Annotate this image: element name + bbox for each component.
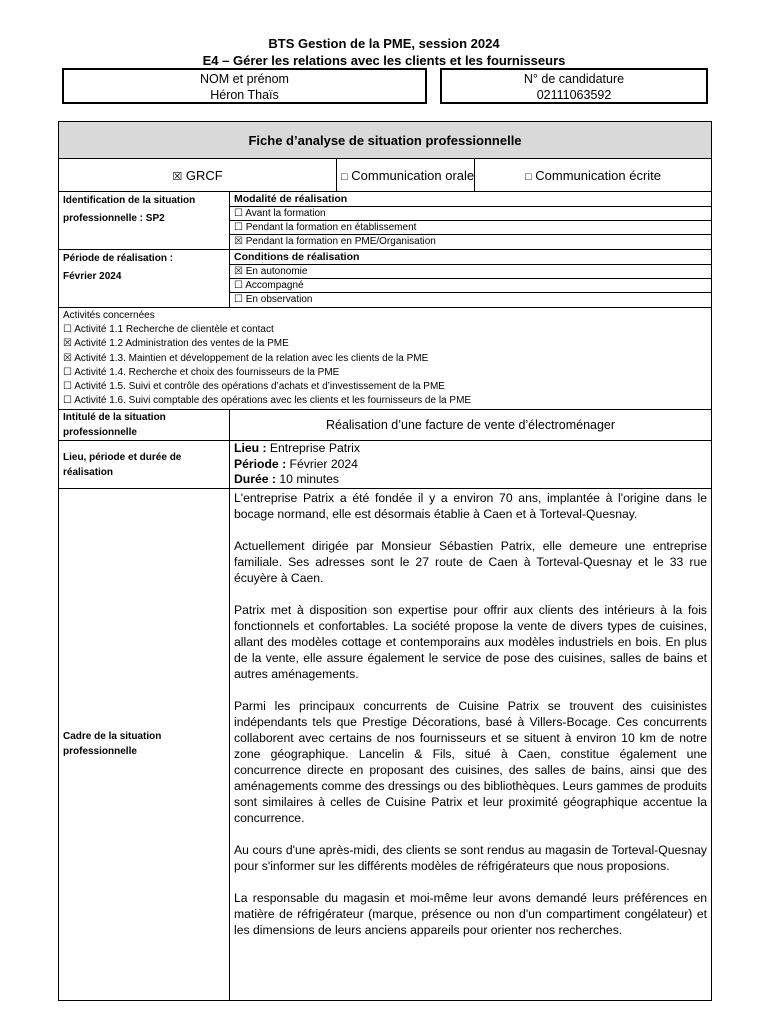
candidate-number-box <box>440 68 708 104</box>
modalite-option[interactable] <box>230 234 711 248</box>
document-title: BTS Gestion de la PME, session 2024 <box>268 36 500 51</box>
cadre-text-cell <box>230 488 712 1000</box>
activite-item[interactable] <box>63 352 707 366</box>
cadre-paragraph: Actuellement dirigée par Monsieur Sébastien Patrix, elle demeure une entreprise familiale. Ses adresses sont le 27 route de Caen à Torteval-Quesnay et le 33 rue écuyère à Caen. <box>234 538 708 585</box>
activite-checkbox[interactable]: ☐ <box>63 395 72 407</box>
cadre-paragraph: L'entreprise Patrix a été fondée il y a environ 70 ans, implantée à l'origine dans le bocage normand, elle est désormais établie à Caen et à Torteval-Quesnay. <box>234 490 708 521</box>
option-grcf-checkbox[interactable]: ☒ <box>172 170 183 183</box>
option-communication-orale[interactable] <box>337 159 475 192</box>
condition-checkbox[interactable]: ☐ <box>234 280 243 291</box>
activites-cell <box>59 308 712 410</box>
option-orale-checkbox[interactable]: □ <box>341 170 348 183</box>
modalite-label: Pendant la formation en établissement <box>245 222 417 233</box>
activites-title: Activités concernées <box>63 310 155 321</box>
document-subtitle: E4 – Gérer les relations avec les clients et les fournisseurs <box>202 53 566 68</box>
activite-item[interactable] <box>63 337 707 351</box>
modalite-label: Pendant la formation en PME/Organisation <box>245 236 436 247</box>
activite-label: Activité 1.3. Maintien et développement de la relation avec les clients de la PME <box>74 352 429 364</box>
lieu-label-1: Lieu, période et durée de <box>63 451 182 463</box>
activite-label: Activité 1.2 Administration des ventes de la PME <box>74 338 289 350</box>
identification-label-2: professionnelle : SP2 <box>63 213 165 224</box>
intitule-label-1: Intitulé de la situation <box>63 412 166 424</box>
candidate-number-label: N° de candidature <box>523 72 625 86</box>
condition-label: Accompagné <box>245 280 304 291</box>
candidate-number-value: 02111063592 <box>536 88 612 102</box>
activite-label: Activité 1.5. Suivi et contrôle des opérations d’achats et d’investissement de la PME <box>74 381 445 393</box>
condition-label: En observation <box>245 294 313 305</box>
condition-option[interactable] <box>230 264 711 278</box>
condition-label: En autonomie <box>245 266 308 277</box>
analysis-form <box>58 121 712 1001</box>
periode-label-2: Février 2024 <box>63 271 122 282</box>
conditions-title: Conditions de réalisation <box>234 251 360 263</box>
periode-label-cell <box>59 250 230 308</box>
identification-label-cell <box>59 192 230 250</box>
condition-option[interactable] <box>230 292 711 306</box>
modalite-label: Avant la formation <box>245 208 326 219</box>
cadre-label-1: Cadre de la situation <box>63 731 162 743</box>
intitule-label-cell <box>59 410 230 441</box>
cadre-paragraph: La responsable du magasin et moi-même leur avons demandé leurs préférences en matière de réfrigérateur (marque, présence ou non d'un compartiment congélateur) et les dimensions de leurs anciens appareils pour orienter nos recherches. <box>234 890 708 937</box>
option-grcf[interactable] <box>59 159 337 192</box>
option-orale-label: Communication orale <box>351 167 475 183</box>
modalite-cell <box>230 192 712 250</box>
modalite-title: Modalité de réalisation <box>234 193 348 205</box>
periode-label-1: Période de réalisation : <box>63 253 174 264</box>
identification-label-1: Identification de la situation <box>63 195 196 206</box>
candidate-name-label: NOM et prénom <box>200 72 289 86</box>
activite-label: Activité 1.4. Recherche et choix des fournisseurs de la PME <box>74 366 340 378</box>
duree-key: Durée : <box>234 472 276 487</box>
lieu-label-2: réalisation <box>63 466 114 478</box>
activite-checkbox[interactable]: ☐ <box>63 324 72 336</box>
periode-key: Période : <box>234 456 287 471</box>
activite-item[interactable] <box>63 394 707 408</box>
cadre-paragraph: Parmi les principaux concurrents de Cuisine Patrix se trouvent des cuisinistes indépendants tels que Prestige Décorations, basé à Villers-Bocage. Ces concurrents collaborent avec certains de nos fournisseurs et se situent à environ 10 km de notre zone géographique. Lancelin & Fils, situé à Caen, constitue également une concurrence directe en proposant des cuisines, des salles de bains, ainsi que des aménagements comme des dressings ou des bibliothèques. Leurs gammes de produits sont similaires à celles de Cuisine Patrix et leur proximité géographique accentue la concurrence. <box>234 698 708 825</box>
activite-checkbox[interactable]: ☐ <box>63 366 72 378</box>
condition-checkbox[interactable]: ☐ <box>234 294 243 305</box>
option-grcf-label: GRCF <box>185 167 223 183</box>
modalite-option[interactable] <box>230 206 711 220</box>
form-title: Fiche d’analyse de situation professionnelle <box>59 122 712 159</box>
option-ecrite-label: Communication écrite <box>535 167 661 183</box>
modalite-checkbox[interactable]: ☐ <box>234 222 243 233</box>
condition-checkbox[interactable]: ☒ <box>234 266 243 277</box>
cadre-label-cell <box>59 488 230 1000</box>
activite-item[interactable] <box>63 366 707 380</box>
modalite-checkbox[interactable]: ☐ <box>234 208 243 219</box>
activite-checkbox[interactable]: ☒ <box>63 352 72 364</box>
periode-value: Février 2024 <box>286 456 358 471</box>
cadre-paragraph: Patrix met à disposition son expertise pour offrir aux clients des intérieurs à la fois fonctionnels et confortables. La société propose la vente de divers types de cuisines, allant des modèles cottage et contemporains aux modèles industriels en bois. En plus de la vente, elle assure également le service de pose des cuisines, salles de bains et autres aménagements. <box>234 602 708 681</box>
activite-item[interactable] <box>63 323 707 337</box>
activite-item[interactable] <box>63 380 707 394</box>
conditions-cell <box>230 250 712 308</box>
modalite-checkbox[interactable]: ☒ <box>234 236 243 247</box>
activite-checkbox[interactable]: ☐ <box>63 381 72 393</box>
candidate-name-value: Héron Thaïs <box>210 88 279 102</box>
lieu-cell <box>230 441 712 489</box>
candidate-name-box <box>62 68 427 104</box>
lieu-key: Lieu : <box>234 441 267 456</box>
activite-label: Activité 1.6. Suivi comptable des opérations avec les clients et les fournisseurs de la PME <box>74 395 472 407</box>
lieu-value: Entreprise Patrix <box>266 441 360 456</box>
duree-value: 10 minutes <box>276 472 340 487</box>
intitule-value: Réalisation d’une facture de vente d’électroménager <box>230 410 712 441</box>
cadre-paragraph: Au cours d'une après-midi, des clients se sont rendus au magasin de Torteval-Quesnay pour s'informer sur les différents modèles de réfrigérateurs que nous proposions. <box>234 842 708 873</box>
lieu-label-cell <box>59 441 230 489</box>
option-ecrite-checkbox[interactable]: □ <box>525 170 532 183</box>
intitule-label-2: professionnelle <box>63 427 137 439</box>
modalite-option[interactable] <box>230 220 711 234</box>
condition-option[interactable] <box>230 278 711 292</box>
activite-label: Activité 1.1 Recherche de clientèle et contact <box>74 324 274 336</box>
option-communication-ecrite[interactable] <box>475 159 712 192</box>
activite-checkbox[interactable]: ☒ <box>63 338 72 350</box>
cadre-label-2: professionnelle <box>63 746 137 758</box>
